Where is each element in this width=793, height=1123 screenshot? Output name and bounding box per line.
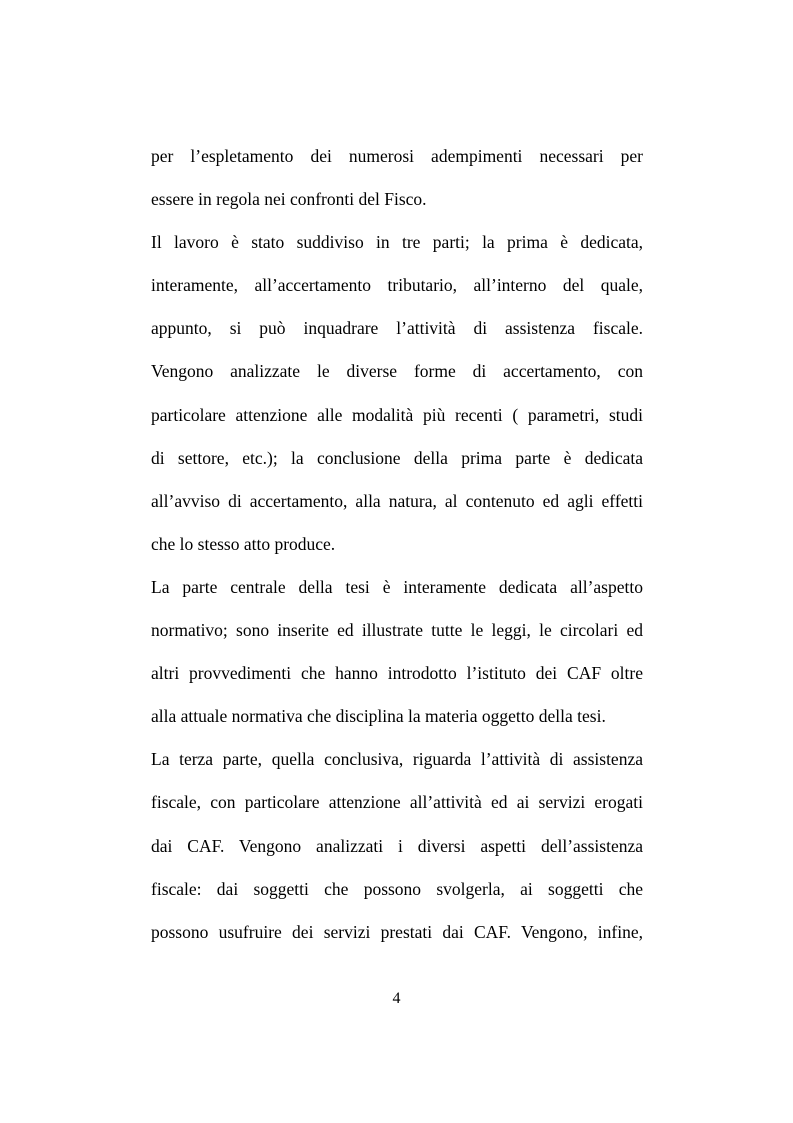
text-line: fiscale: dai soggetti che possono svolgerla, ai soggetti che <box>151 878 643 899</box>
text-line: per l’espletamento dei numerosi adempimenti necessari per <box>151 146 643 166</box>
text-line: di settore, etc.); la conclusione della prima parte è dedicata <box>151 447 643 468</box>
text-line: appunto, si può inquadrare l’attività di assistenza fiscale. <box>151 318 643 339</box>
text-line: La terza parte, quella conclusiva, riguarda l’attività di assistenza <box>151 749 643 770</box>
text-line: particolare attenzione alle modalità più recenti ( parametri, studi <box>151 404 643 425</box>
text-line: alla attuale normativa che disciplina la materia oggetto della tesi. <box>151 706 606 727</box>
text-line: all’avviso di accertamento, alla natura, al contenuto ed agli effetti <box>151 490 643 511</box>
body-text <box>151 142 643 961</box>
text-line: possono usufruire dei servizi prestati dai CAF. Vengono, infine, <box>151 921 643 942</box>
text-line: normativo; sono inserite ed illustrate tutte le leggi, le circolari ed <box>151 620 643 641</box>
page-number: 4 <box>392 990 401 1007</box>
text-line: fiscale, con particolare attenzione all’attività ed ai servizi erogati <box>151 792 643 813</box>
text-line: Il lavoro è stato suddiviso in tre parti; la prima è dedicata, <box>151 232 643 253</box>
text-line: che lo stesso atto produce. <box>151 533 336 554</box>
text-line: La parte centrale della tesi è interamente dedicata all’aspetto <box>151 576 643 597</box>
text-line: altri provvedimenti che hanno introdotto l’istituto dei CAF oltre <box>151 663 643 684</box>
text-line: essere in regola nei confronti del Fisco. <box>151 189 427 210</box>
text-line: Vengono analizzate le diverse forme di accertamento, con <box>151 361 643 382</box>
text-line: dai CAF. Vengono analizzati i diversi aspetti dell’assistenza <box>151 835 643 856</box>
text-line: interamente, all’accertamento tributario, all’interno del quale, <box>151 275 643 296</box>
